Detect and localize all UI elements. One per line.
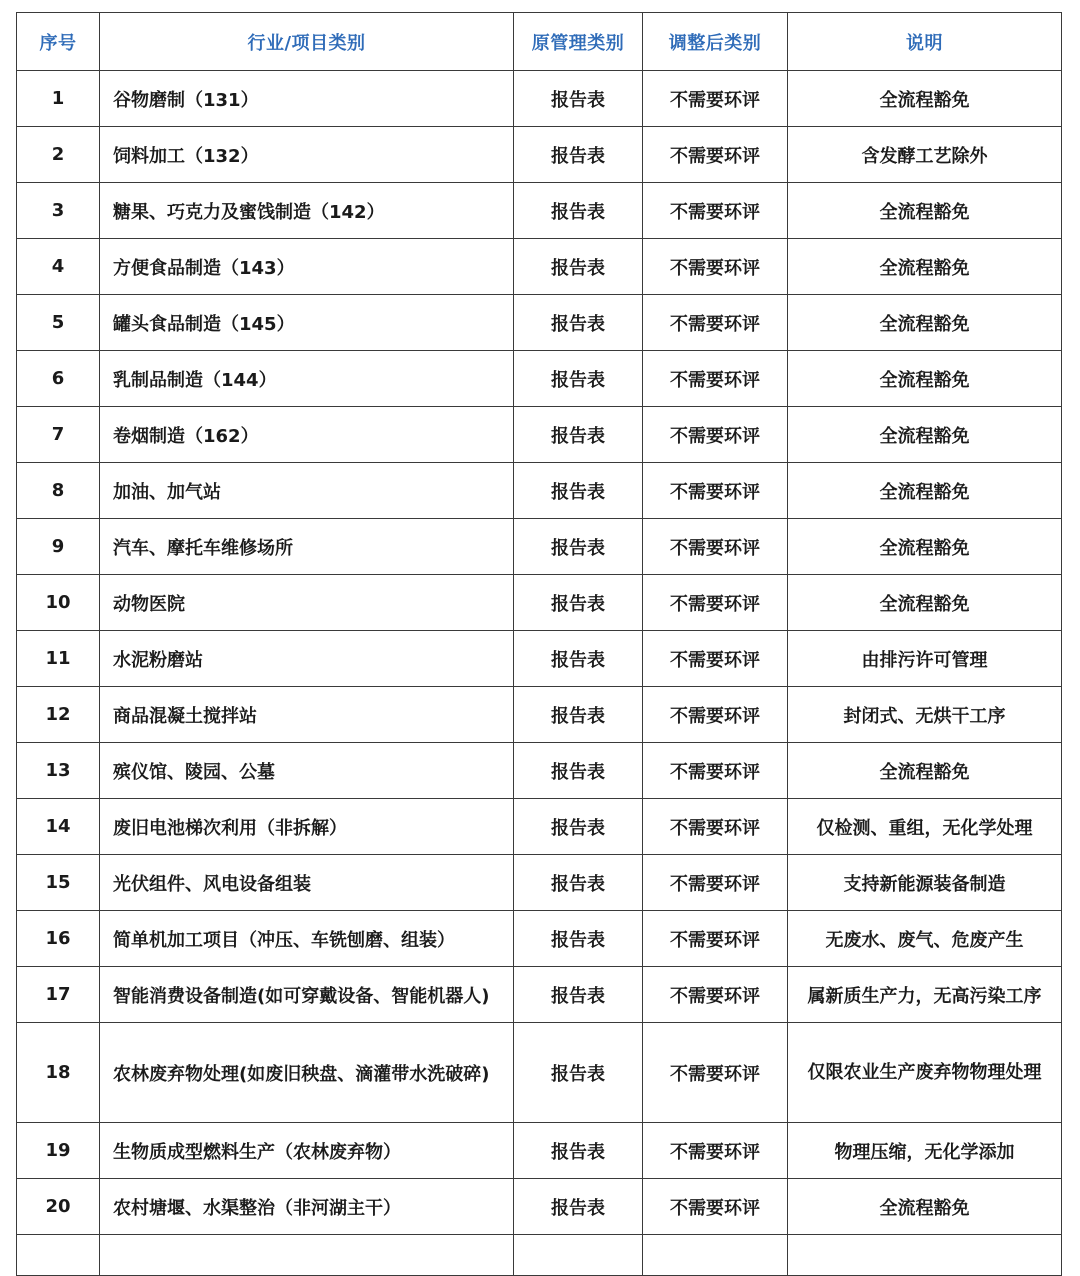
table-row: [17, 1179, 1062, 1235]
cell-note: 支持新能源装备制造: [788, 855, 1062, 911]
cell-index: 15: [17, 855, 100, 911]
cell-category: 农林废弃物处理(如废旧秧盘、滴灌带水洗破碎): [100, 1023, 514, 1123]
cell-note: 全流程豁免: [788, 743, 1062, 799]
cell-adjusted-type: 不需要环评: [643, 463, 788, 519]
cell-adjusted-type: 不需要环评: [643, 743, 788, 799]
cell-category: 光伏组件、风电设备组装: [100, 855, 514, 911]
table-row: [17, 631, 1062, 687]
cell-category: 殡仪馆、陵园、公墓: [100, 743, 514, 799]
cell-adjusted-type: 不需要环评: [643, 295, 788, 351]
cell-original-type: 报告表: [514, 295, 643, 351]
cell-original-type: 报告表: [514, 463, 643, 519]
cell-note: 含发酵工艺除外: [788, 127, 1062, 183]
cell-note: 全流程豁免: [788, 575, 1062, 631]
header-original-type: 原管理类别: [514, 13, 643, 71]
cell-index: 14: [17, 799, 100, 855]
cell-index: 16: [17, 911, 100, 967]
cell-index: 12: [17, 687, 100, 743]
cell-note: 全流程豁免: [788, 407, 1062, 463]
table-row: [17, 575, 1062, 631]
table-row: [17, 71, 1062, 127]
cell-category: 动物医院: [100, 575, 514, 631]
cell-adjusted-type: 不需要环评: [643, 855, 788, 911]
cell-category: 简单机加工项目（冲压、车铣刨磨、组装）: [100, 911, 514, 967]
cell-index: 8: [17, 463, 100, 519]
cell-empty: [788, 1235, 1062, 1276]
cell-adjusted-type: 不需要环评: [643, 687, 788, 743]
cell-adjusted-type: 不需要环评: [643, 631, 788, 687]
cell-index: 11: [17, 631, 100, 687]
cell-index: 20: [17, 1179, 100, 1235]
cell-original-type: 报告表: [514, 631, 643, 687]
cell-note: 全流程豁免: [788, 519, 1062, 575]
cell-empty: [643, 1235, 788, 1276]
cell-note: 仅检测、重组，无化学处理: [788, 799, 1062, 855]
cell-category: 商品混凝土搅拌站: [100, 687, 514, 743]
table-row: [17, 799, 1062, 855]
header-note: 说明: [788, 13, 1062, 71]
cell-note: 全流程豁免: [788, 351, 1062, 407]
cell-original-type: 报告表: [514, 519, 643, 575]
cell-adjusted-type: 不需要环评: [643, 967, 788, 1023]
table-row: [17, 463, 1062, 519]
cell-category: 乳制品制造（144）: [100, 351, 514, 407]
cell-original-type: 报告表: [514, 799, 643, 855]
cell-index: 10: [17, 575, 100, 631]
table-row: [17, 127, 1062, 183]
cell-note: 仅限农业生产废弃物物理处理: [788, 1023, 1062, 1123]
cell-original-type: 报告表: [514, 967, 643, 1023]
table-row: [17, 351, 1062, 407]
table-header-row: [17, 13, 1062, 71]
cell-category: 生物质成型燃料生产（农林废弃物）: [100, 1123, 514, 1179]
table-row: [17, 295, 1062, 351]
cell-adjusted-type: 不需要环评: [643, 911, 788, 967]
table-row: [17, 687, 1062, 743]
cell-note: 全流程豁免: [788, 1179, 1062, 1235]
cell-category: 加油、加气站: [100, 463, 514, 519]
cell-adjusted-type: 不需要环评: [643, 183, 788, 239]
cell-original-type: 报告表: [514, 351, 643, 407]
cell-index: 13: [17, 743, 100, 799]
cell-adjusted-type: 不需要环评: [643, 407, 788, 463]
cell-original-type: 报告表: [514, 1123, 643, 1179]
cell-category: 罐头食品制造（145）: [100, 295, 514, 351]
cell-index: 7: [17, 407, 100, 463]
cell-adjusted-type: 不需要环评: [643, 239, 788, 295]
cell-category: 糖果、巧克力及蜜饯制造（142）: [100, 183, 514, 239]
table-body: [17, 71, 1062, 1276]
cell-index: 1: [17, 71, 100, 127]
cell-adjusted-type: 不需要环评: [643, 1179, 788, 1235]
cell-original-type: 报告表: [514, 239, 643, 295]
cell-note: 全流程豁免: [788, 295, 1062, 351]
cell-note: 由排污许可管理: [788, 631, 1062, 687]
cell-original-type: 报告表: [514, 407, 643, 463]
cell-note: 属新质生产力，无高污染工序: [788, 967, 1062, 1023]
cell-original-type: 报告表: [514, 183, 643, 239]
cell-original-type: 报告表: [514, 687, 643, 743]
cell-original-type: 报告表: [514, 855, 643, 911]
eia-exemption-table-container: [16, 12, 1061, 1276]
cell-note: 无废水、废气、危废产生: [788, 911, 1062, 967]
cell-note: 物理压缩，无化学添加: [788, 1123, 1062, 1179]
table-row: [17, 911, 1062, 967]
cell-adjusted-type: 不需要环评: [643, 1123, 788, 1179]
cell-index: 18: [17, 1023, 100, 1123]
table-row: [17, 855, 1062, 911]
header-category: 行业/项目类别: [100, 13, 514, 71]
table-row: [17, 519, 1062, 575]
cell-original-type: 报告表: [514, 1023, 643, 1123]
table-row: [17, 967, 1062, 1023]
cell-empty: [100, 1235, 514, 1276]
table-row: [17, 183, 1062, 239]
cell-index: 4: [17, 239, 100, 295]
cell-empty: [514, 1235, 643, 1276]
cell-category: 卷烟制造（162）: [100, 407, 514, 463]
cell-adjusted-type: 不需要环评: [643, 1023, 788, 1123]
table-row-cut-off: [17, 1235, 1062, 1276]
cell-category: 废旧电池梯次利用（非拆解）: [100, 799, 514, 855]
table-row: [17, 1123, 1062, 1179]
cell-index: 5: [17, 295, 100, 351]
cell-index: 3: [17, 183, 100, 239]
eia-exemption-table: [16, 12, 1062, 1276]
cell-category: 农村塘堰、水渠整治（非河湖主干）: [100, 1179, 514, 1235]
cell-original-type: 报告表: [514, 575, 643, 631]
cell-original-type: 报告表: [514, 71, 643, 127]
cell-category: 智能消费设备制造(如可穿戴设备、智能机器人): [100, 967, 514, 1023]
header-adjusted-type: 调整后类别: [643, 13, 788, 71]
table-row: [17, 743, 1062, 799]
cell-note: 全流程豁免: [788, 239, 1062, 295]
cell-adjusted-type: 不需要环评: [643, 575, 788, 631]
cell-adjusted-type: 不需要环评: [643, 71, 788, 127]
cell-index: 2: [17, 127, 100, 183]
cell-adjusted-type: 不需要环评: [643, 351, 788, 407]
table-row: [17, 407, 1062, 463]
cell-note: 全流程豁免: [788, 183, 1062, 239]
cell-index: 9: [17, 519, 100, 575]
cell-note: 全流程豁免: [788, 463, 1062, 519]
cell-category: 谷物磨制（131）: [100, 71, 514, 127]
cell-index: 17: [17, 967, 100, 1023]
cell-note: 全流程豁免: [788, 71, 1062, 127]
table-row: [17, 1023, 1062, 1123]
cell-adjusted-type: 不需要环评: [643, 799, 788, 855]
cell-category: 方便食品制造（143）: [100, 239, 514, 295]
cell-original-type: 报告表: [514, 1179, 643, 1235]
cell-empty: [17, 1235, 100, 1276]
cell-index: 19: [17, 1123, 100, 1179]
cell-note: 封闭式、无烘干工序: [788, 687, 1062, 743]
cell-original-type: 报告表: [514, 127, 643, 183]
cell-original-type: 报告表: [514, 743, 643, 799]
cell-category: 水泥粉磨站: [100, 631, 514, 687]
cell-index: 6: [17, 351, 100, 407]
cell-original-type: 报告表: [514, 911, 643, 967]
cell-adjusted-type: 不需要环评: [643, 127, 788, 183]
header-index: 序号: [17, 13, 100, 71]
cell-category: 汽车、摩托车维修场所: [100, 519, 514, 575]
table-row: [17, 239, 1062, 295]
cell-adjusted-type: 不需要环评: [643, 519, 788, 575]
cell-category: 饲料加工（132）: [100, 127, 514, 183]
